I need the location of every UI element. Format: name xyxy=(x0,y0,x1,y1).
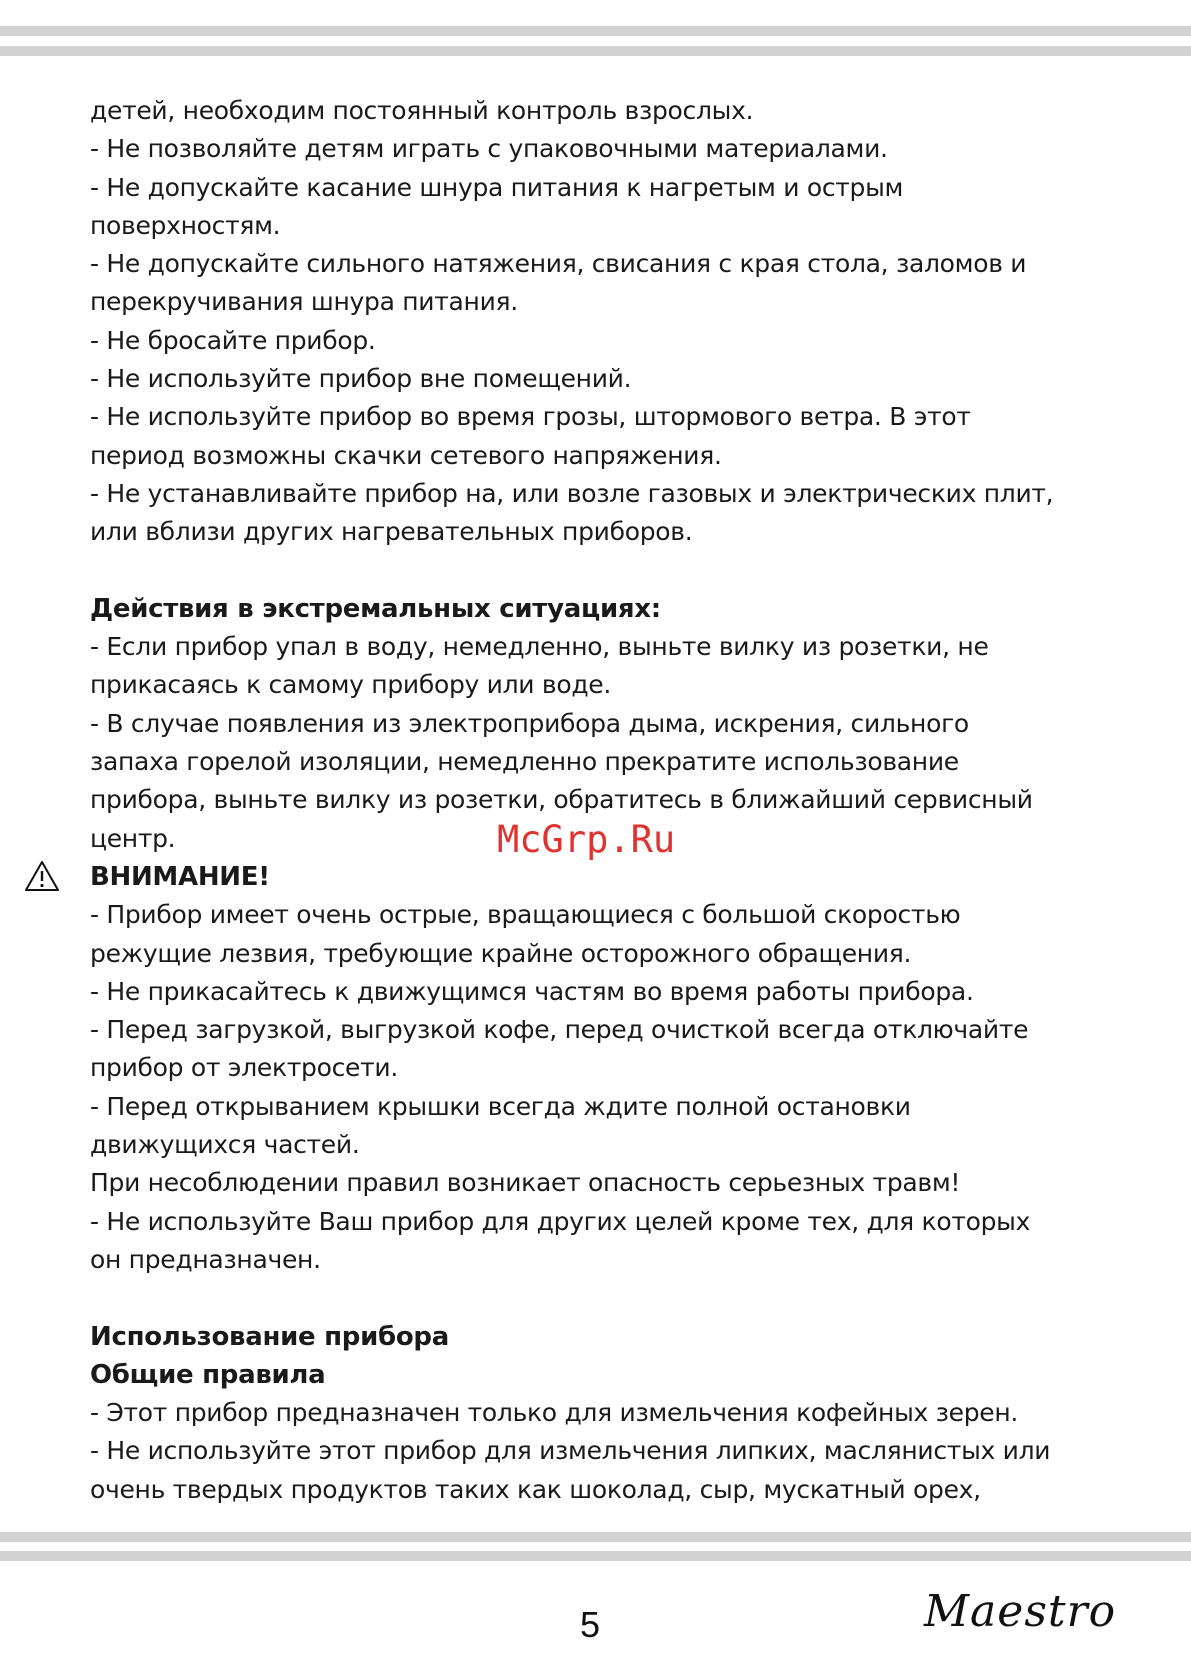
text-line: прибор от электросети. xyxy=(90,1053,398,1083)
text-line: - Не позволяйте детям играть с упаковочными материалами. xyxy=(90,134,888,164)
spacer xyxy=(90,552,1090,590)
section-warning xyxy=(90,858,1090,1279)
page-number: 5 xyxy=(580,1604,601,1645)
text-line: - Перед загрузкой, выгрузкой кофе, перед очисткой всегда отключайте xyxy=(90,1015,1029,1045)
spacer xyxy=(90,1279,1090,1317)
text-line: - Не используйте прибор вне помещений. xyxy=(90,364,632,394)
warning-triangle-icon xyxy=(24,860,60,892)
watermark: McGrp.Ru xyxy=(497,818,676,861)
text-line: запаха горелой изоляции, немедленно прекратите использование xyxy=(90,747,959,777)
text-line: движущихся частей. xyxy=(90,1130,360,1160)
text-line: - Если прибор упал в воду, немедленно, выньте вилку из розетки, не xyxy=(90,632,989,662)
text-line: поверхностям. xyxy=(90,210,281,240)
text-line: - Не используйте Ваш прибор для других целей кроме тех, для которых xyxy=(90,1206,1031,1236)
text-line: он предназначен. xyxy=(90,1244,321,1274)
text-line: или вблизи других нагревательных приборов. xyxy=(90,517,693,547)
text-line: При несоблюдении правил возникает опасность серьезных травм! xyxy=(90,1168,961,1198)
text-line: - Не прикасайтесь к движущимся частям во время работы прибора. xyxy=(90,976,974,1006)
text-line: - Не бросайте прибор. xyxy=(90,325,376,355)
text-line: - Этот прибор предназначен только для измельчения кофейных зерен. xyxy=(90,1398,1019,1428)
text-line: перекручивания шнура питания. xyxy=(90,287,518,317)
usage-subheading: Общие правила xyxy=(90,1359,326,1390)
top-rule-2 xyxy=(0,46,1191,56)
usage-heading: Использование прибора xyxy=(90,1321,449,1352)
brand-logo: Maestro xyxy=(924,1586,1117,1637)
section-precautions xyxy=(90,92,1090,552)
bottom-rule-2 xyxy=(0,1551,1191,1561)
text-line: - Не допускайте сильного натяжения, свисания с края стола, заломов и xyxy=(90,249,1027,279)
bottom-rule-1 xyxy=(0,1532,1191,1542)
section-usage xyxy=(90,1318,1090,1509)
text-line: - Не устанавливайте прибор на, или возле газовых и электрических плит, xyxy=(90,478,1054,508)
warning-heading: ВНИМАНИЕ! xyxy=(90,861,270,892)
text-line: - Прибор имеет очень острые, вращающиеся с большой скоростью xyxy=(90,900,961,930)
text-line: очень твердых продуктов таких как шоколад, сыр, мускатный орех, xyxy=(90,1474,981,1504)
warning-heading-row xyxy=(90,858,1090,896)
text-line: центр. xyxy=(90,823,176,853)
text-line: прикасаясь к самому прибору или воде. xyxy=(90,670,612,700)
text-line: - В случае появления из электроприбора дыма, искрения, сильного xyxy=(90,708,969,738)
text-line: - Перед открыванием крышки всегда ждите полной остановки xyxy=(90,1091,911,1121)
emergency-heading: Действия в экстремальных ситуациях: xyxy=(90,593,661,624)
text-line: - Не используйте прибор во время грозы, штормового ветра. В этот xyxy=(90,402,971,432)
text-line: режущие лезвия, требующие крайне осторожного обращения. xyxy=(90,938,912,968)
text-line: - Не допускайте касание шнура питания к нагретым и острым xyxy=(90,172,904,202)
text-line: прибора, выньте вилку из розетки, обратитесь в ближайший сервисный xyxy=(90,785,1033,815)
page-body xyxy=(90,92,1090,1509)
top-rule-1 xyxy=(0,26,1191,36)
text-line: детей, необходим постоянный контроль взрослых. xyxy=(90,96,754,125)
text-line: - Не используйте этот прибор для измельчения липких, маслянистых или xyxy=(90,1436,1051,1466)
text-line: период возможны скачки сетевого напряжения. xyxy=(90,440,722,470)
